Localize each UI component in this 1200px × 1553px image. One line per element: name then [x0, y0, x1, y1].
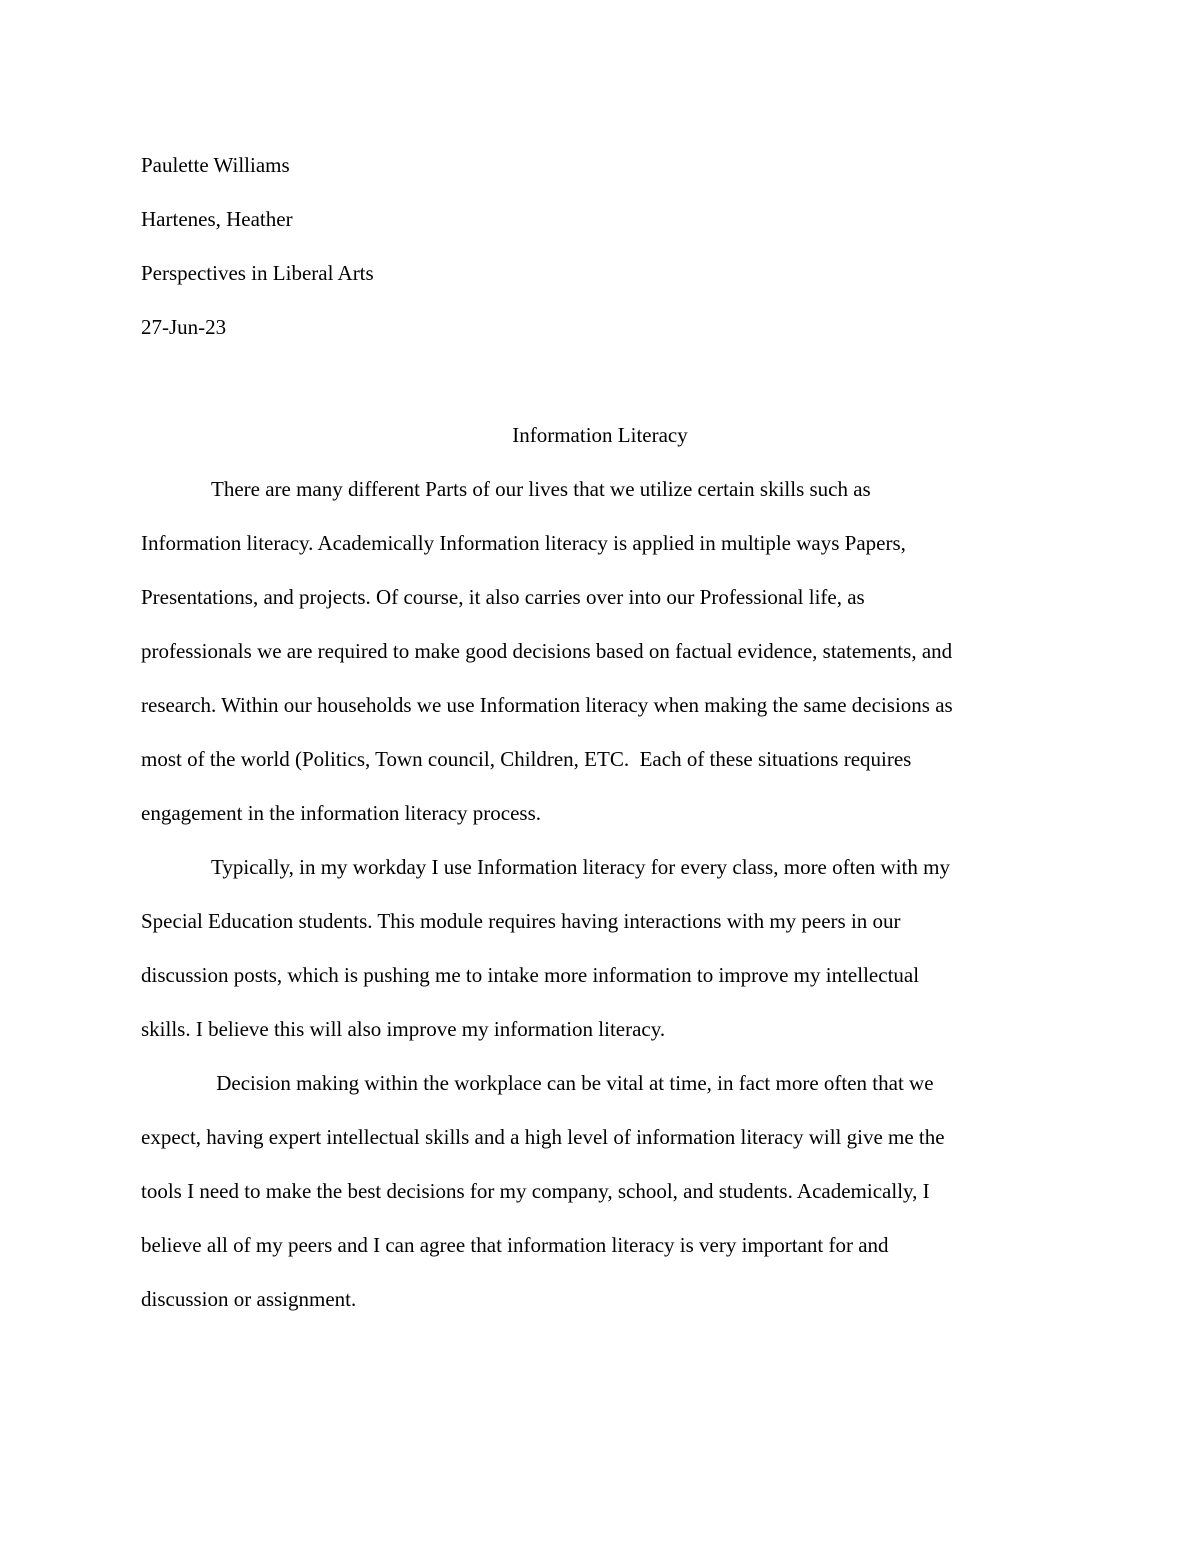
paragraph-line: discussion or assignment.	[141, 1287, 357, 1311]
paragraph-line: engagement in the information literacy process.	[141, 801, 542, 825]
paragraph-line: There are many different Parts of our lives that we utilize certain skills such as	[211, 477, 871, 501]
paragraph-line: Information literacy. Academically Information literacy is applied in multiple ways Papers,	[141, 531, 906, 555]
paragraph-line: Special Education students. This module requires having interactions with my peers in our	[141, 909, 901, 933]
instructor-name: Hartenes, Heather	[141, 207, 293, 231]
paragraph-line: professionals we are required to make good decisions based on factual evidence, statements, and	[141, 639, 953, 663]
paragraph-line: Decision making within the workplace can be vital at time, in fact more often that we	[211, 1071, 934, 1095]
paragraph-line: research. Within our households we use Information literacy when making the same decisions as	[141, 693, 953, 717]
paragraph-line: most of the world (Politics, Town council, Children, ETC. Each of these situations requires	[141, 747, 912, 771]
paragraph-line: skills. I believe this will also improve my information literacy.	[141, 1017, 666, 1041]
paragraph-line: Presentations, and projects. Of course, it also carries over into our Professional life, as	[141, 585, 865, 609]
body-paragraph-2	[141, 840, 1059, 1056]
paragraph-line: believe all of my peers and I can agree that information literacy is very important for and	[141, 1233, 889, 1257]
student-name: Paulette Williams	[141, 153, 290, 177]
paragraph-line: discussion posts, which is pushing me to intake more information to improve my intellectual	[141, 963, 920, 987]
document-date: 27-Jun-23	[141, 315, 227, 339]
paragraph-line: Typically, in my workday I use Information literacy for every class, more often with my	[211, 855, 950, 879]
paragraph-line: expect, having expert intellectual skills and a high level of information literacy will give me the	[141, 1125, 945, 1149]
course-name: Perspectives in Liberal Arts	[141, 261, 374, 285]
body-paragraph-3	[141, 1056, 1059, 1326]
document-title: Information Literacy	[512, 423, 688, 447]
paragraph-line: tools I need to make the best decisions for my company, school, and students. Academically, I	[141, 1179, 930, 1203]
body-paragraph-1	[141, 462, 1059, 840]
